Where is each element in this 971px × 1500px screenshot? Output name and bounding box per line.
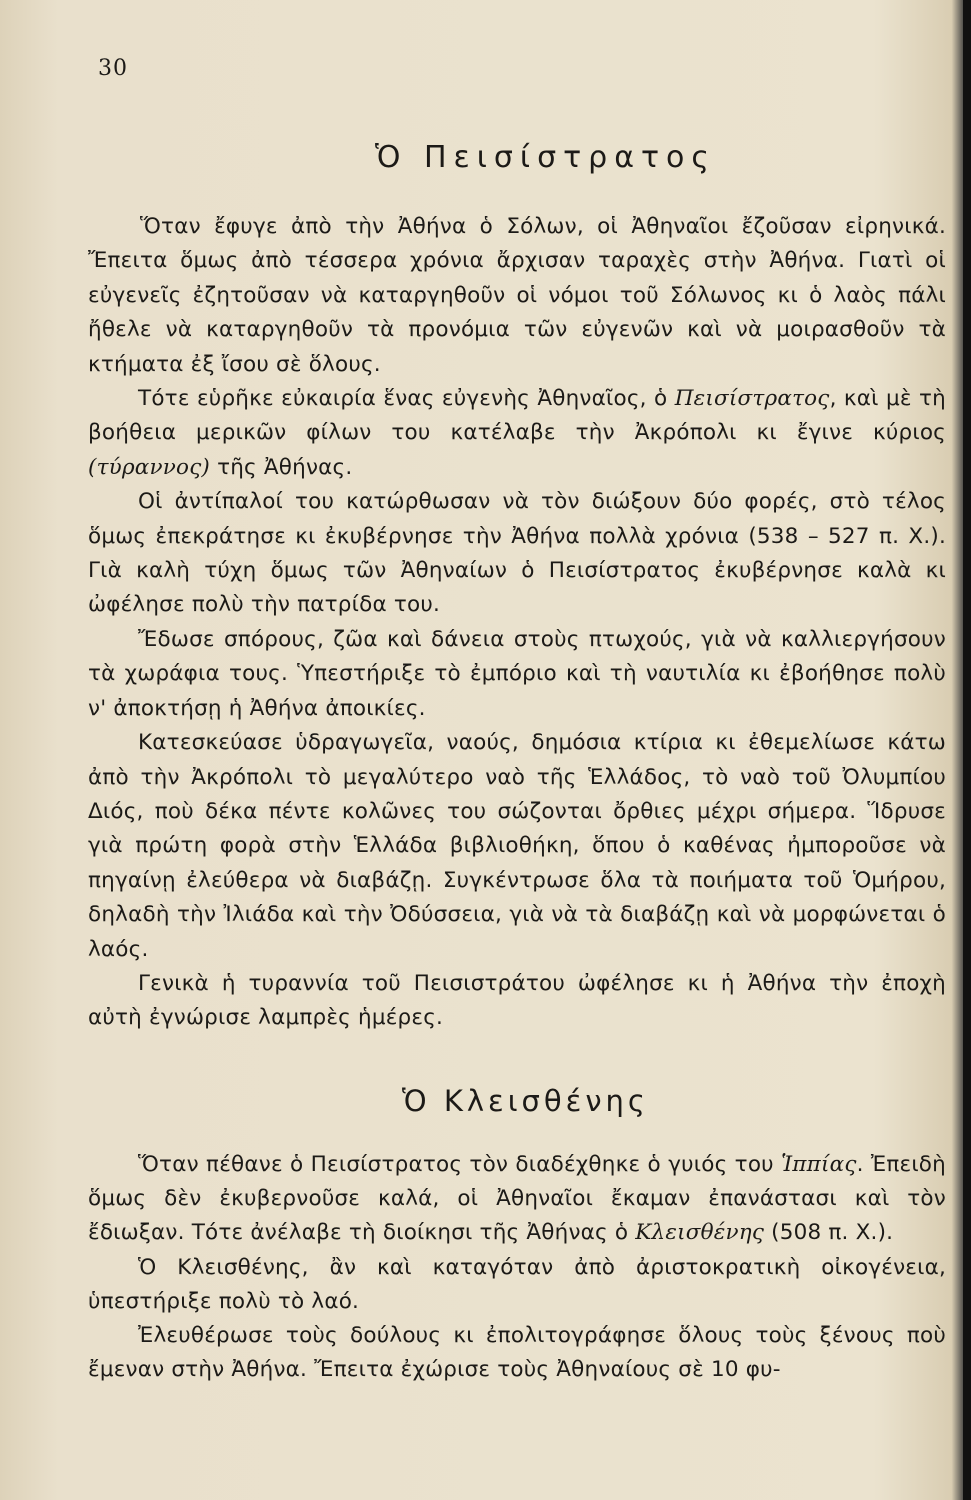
section-title-kleisthenis: Ὁ Κλεισθένης: [402, 1084, 649, 1118]
book-spine-edge: [963, 0, 971, 1500]
italic-name: (τύραννος): [88, 454, 211, 480]
section-title-peisistratos: Ὁ Πεισίστρατος: [375, 140, 716, 175]
section-kleisthenis: [88, 1148, 946, 1387]
page-number: 30: [98, 56, 128, 81]
italic-name: Ἱππίας: [781, 1152, 857, 1177]
paragraph: [88, 1148, 946, 1251]
paragraph: Οἱ ἀντίπαλοί του κατώρθωσαν νὰ τὸν διώξουν δύο φορές, στὸ τέλος ὅμως ἐπεκράτησε κι ἐκυβέρνησε τὴν Ἀθήνα πολλὰ χρόνια (538 – 527 π. Χ.). Γιὰ καλὴ τύχη ὅμως τῶν Ἀθηναίων ὁ Πεισίστρατος ἐκυβέρνησε καλὰ κι ὠφέλησε πολὺ τὴν πατρίδα του.: [88, 489, 946, 618]
text-run: Ὅταν πέθανε ὁ Πεισίστρατος τὸν διαδέχθηκε ὁ γυιός του: [138, 1152, 782, 1177]
text-run: (508 π. Χ.).: [764, 1220, 894, 1246]
paragraph: Ἔδωσε σπόρους, ζῶα καὶ δάνεια στοὺς πτωχούς, γιὰ νὰ καλλιεργήσουν τὰ χωράφια τους. Ὑπεστήριξε τὸ ἐμπόριο καὶ τὴ ναυτιλία κι ἐβοήθησε πολὺ ν' ἀποκτήσῃ ἡ Ἀθήνα ἀποικίες.: [88, 626, 946, 721]
paragraph: Κατεσκεύασε ὑδραγωγεῖα, ναούς, δημόσια κτίρια κι ἐθεμελίωσε κάτω ἀπὸ τὴν Ἀκρόπολι τὸ μεγαλύτερο ναὸ τῆς Ἑλλάδος, τὸ ναὸ τοῦ Ὀλυμπίου Διός, ποὺ δέκα πέντε κολῶνες του σώζονται ὄρθιες μέχρι σήμερα. Ἵδρυσε γιὰ πρώτη φορὰ στὴν Ἑλλάδα βιβλιοθήκη, ὅπου ὁ καθένας ἠμποροῦσε νὰ πηγαίνῃ ἐλεύθερα νὰ διαβάζῃ. Συγκέντρωσε ὅλα τὰ ποιήματα τοῦ Ὁμήρου, δηλαδὴ τὴν Ἰλιάδα καὶ τὴν Ὀδύσσεια, γιὰ νὰ τὰ διαβάζῃ καὶ νὰ μορφώνεται ὁ λαός.: [88, 730, 946, 962]
paragraph: Γενικὰ ἡ τυραννία τοῦ Πεισιστράτου ὠφέλησε κι ἡ Ἀθήνα τὴν ἐποχὴ αὐτὴ ἐγνώρισε λαμπρὲς ἡμέρες.: [88, 970, 946, 1031]
paragraph: Ὅταν ἔφυγε ἀπὸ τὴν Ἀθήνα ὁ Σόλων, οἱ Ἀθηναῖοι ἔζοῦσαν εἰρηνικά. Ἔπειτα ὅμως ἀπὸ τέσσερα χρόνια ἄρχισαν ταραχὲς στὴν Ἀθήνα. Γιατὶ οἱ εὐγενεῖς ἐζητοῦσαν νὰ καταργηθοῦν οἱ νόμοι τοῦ Σόλωνος κι ὁ λαὸς πάλι ἤθελε νὰ καταργηθοῦν τὰ προνόμια τῶν εὐγενῶν καὶ νὰ μοιρασθοῦν τὰ κτήματα ἐξ ἴσου σὲ ὅλους.: [88, 214, 946, 377]
text-run: . Ἐπειδὴ ὅμως δὲν ἐκυβερνοῦσε καλά, οἱ Ἀθηναῖοι ἔκαμαν ἐπανάστασι καὶ τὸν ἔδιωξαν. Τότε ἀνέλαβε τὴ διοίκησι τῆς Ἀθήνας ὁ: [88, 1152, 946, 1246]
italic-name: Πεισίστρατος: [674, 386, 830, 412]
section-peisistratos: [88, 210, 946, 1036]
paragraph: Ὁ Κλεισθένης, ἂν καὶ καταγόταν ἀπὸ ἀριστοκρατικὴ οἰκογένεια, ὑπεστήριξε πολὺ τὸ λαό.: [88, 1254, 946, 1314]
paragraph: Ἐλευθέρωσε τοὺς δούλους κι ἐπολιτογράφησε ὅλους τοὺς ξένους ποὺ ἔμεναν στὴν Ἀθήνα. Ἔπειτα ἐχώρισε τοὺς Ἀθηναίους σὲ 10 φυ-: [88, 1323, 946, 1383]
italic-name: Κλεισθένης: [635, 1220, 765, 1246]
text-run: Τότε εὑρῆκε εὐκαιρία ἕνας εὐγενὴς Ἀθηναῖος, ὁ: [138, 386, 675, 412]
paragraph: [88, 382, 946, 485]
text-run: τῆς Ἀθήνας.: [210, 454, 353, 480]
text-run: , καὶ μὲ τὴ βοήθεια μερικῶν φίλων του κατέλαβε τὴν Ἀκρόπολι κι ἔγινε κύριος: [88, 386, 946, 446]
